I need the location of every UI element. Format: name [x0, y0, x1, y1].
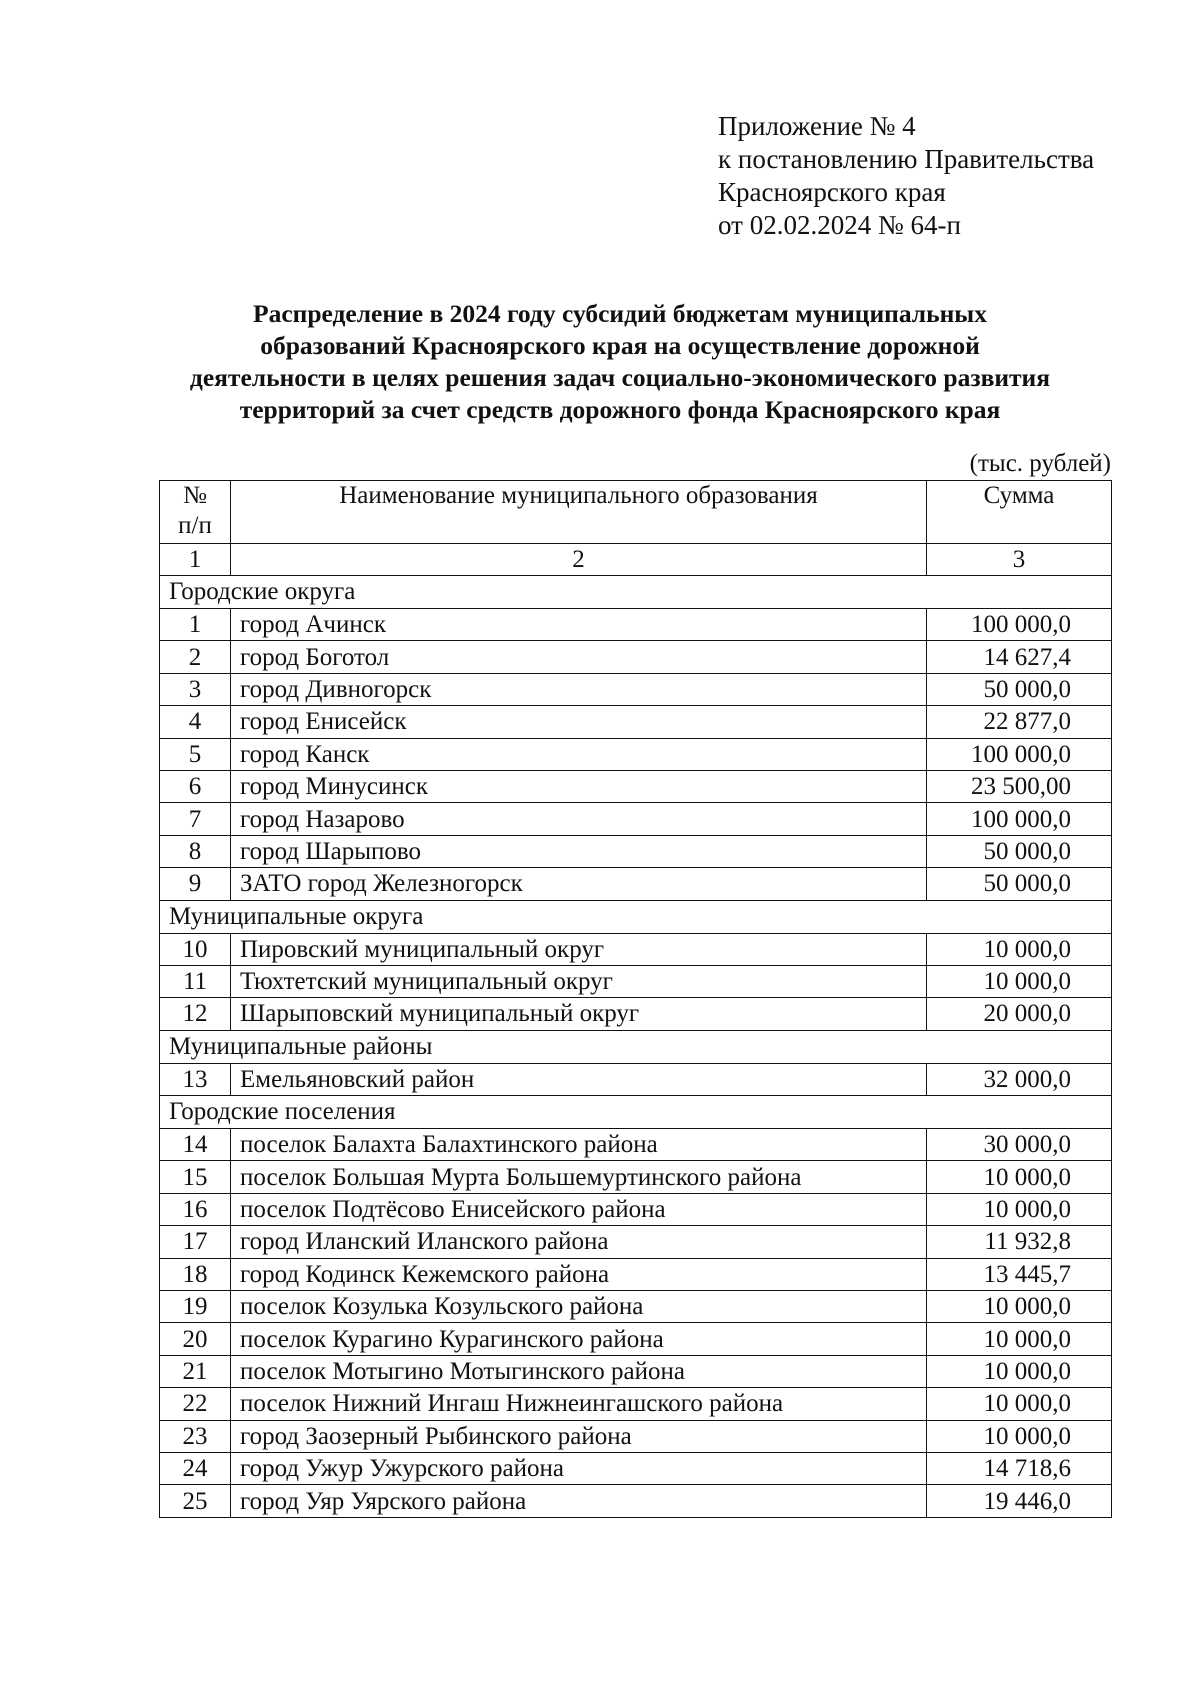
row-name: Тюхтетский муниципальный округ [231, 965, 927, 997]
appendix-line: Приложение № 4 [718, 111, 916, 141]
table-row [160, 1355, 1112, 1387]
row-number: 24 [160, 1452, 231, 1484]
row-sum: 100 000,0 [927, 609, 1112, 641]
row-name: Шарыповский муниципальный округ [231, 998, 927, 1030]
row-number: 1 [160, 609, 231, 641]
row-name: город Назарово [231, 803, 927, 835]
appendix-block [718, 110, 1094, 242]
title-line: образований Красноярского края на осуществление дорожной [260, 331, 980, 360]
row-number: 22 [160, 1388, 231, 1420]
subsidy-table [159, 480, 1112, 1518]
table-row [160, 1129, 1112, 1161]
table-row [160, 609, 1112, 641]
row-sum: 13 445,7 [927, 1258, 1112, 1290]
table-row [160, 868, 1112, 900]
row-name: поселок Большая Мурта Большемуртинского района [231, 1161, 927, 1193]
table-body [160, 576, 1112, 1518]
row-number: 3 [160, 673, 231, 705]
row-name: поселок Нижний Ингаш Нижнеингашского района [231, 1388, 927, 1420]
row-number: 20 [160, 1323, 231, 1355]
appendix-line: Красноярского края [718, 177, 946, 207]
title-line: деятельности в целях решения задач социально-экономического развития [189, 363, 1051, 392]
row-sum: 11 932,8 [927, 1226, 1112, 1258]
row-name: город Кодинск Кежемского района [231, 1258, 927, 1290]
table-row [160, 1388, 1112, 1420]
row-sum: 10 000,0 [927, 1323, 1112, 1355]
row-sum: 23 500,00 [927, 770, 1112, 802]
row-number: 23 [160, 1420, 231, 1452]
table-row [160, 641, 1112, 673]
row-number: 7 [160, 803, 231, 835]
document-title [120, 298, 1120, 426]
row-sum: 10 000,0 [927, 933, 1112, 965]
row-sum: 20 000,0 [927, 998, 1112, 1030]
row-name: поселок Козулька Козульского района [231, 1291, 927, 1323]
column-number: 1 [160, 544, 231, 576]
row-number: 5 [160, 738, 231, 770]
row-number: 6 [160, 770, 231, 802]
header-name: Наименование муниципального образования [231, 481, 927, 544]
section-title: Муниципальные округа [160, 900, 1112, 933]
row-number: 14 [160, 1129, 231, 1161]
row-number: 17 [160, 1226, 231, 1258]
row-name: Емельяновский район [231, 1063, 927, 1095]
row-number: 15 [160, 1161, 231, 1193]
row-number: 19 [160, 1291, 231, 1323]
row-number: 11 [160, 965, 231, 997]
row-name: город Енисейск [231, 706, 927, 738]
row-number: 25 [160, 1485, 231, 1517]
row-name: город Иланский Иланского района [231, 1226, 927, 1258]
table-row [160, 1323, 1112, 1355]
row-sum: 10 000,0 [927, 1388, 1112, 1420]
row-name: поселок Курагино Курагинского района [231, 1323, 927, 1355]
table-row [160, 835, 1112, 867]
row-sum: 14 718,6 [927, 1452, 1112, 1484]
row-number: 10 [160, 933, 231, 965]
table-row [160, 1193, 1112, 1225]
unit-label: (тыс. рублей) [969, 450, 1111, 477]
row-sum: 50 000,0 [927, 868, 1112, 900]
table-row [160, 1485, 1112, 1517]
row-number: 8 [160, 835, 231, 867]
appendix-line: от 02.02.2024 № 64-п [718, 210, 961, 240]
row-name: город Шарыпово [231, 835, 927, 867]
table-row [160, 1161, 1112, 1193]
row-name: город Заозерный Рыбинского района [231, 1420, 927, 1452]
row-number: 4 [160, 706, 231, 738]
table-row [160, 1063, 1112, 1095]
row-sum: 10 000,0 [927, 1161, 1112, 1193]
row-sum: 50 000,0 [927, 835, 1112, 867]
row-name: поселок Подтёсово Енисейского района [231, 1193, 927, 1225]
section-row [160, 1030, 1112, 1063]
row-name: город Уяр Уярского района [231, 1485, 927, 1517]
row-number: 2 [160, 641, 231, 673]
row-name: поселок Мотыгино Мотыгинского района [231, 1355, 927, 1387]
row-sum: 19 446,0 [927, 1485, 1112, 1517]
row-sum: 50 000,0 [927, 673, 1112, 705]
row-number: 16 [160, 1193, 231, 1225]
table-row [160, 933, 1112, 965]
row-sum: 10 000,0 [927, 1355, 1112, 1387]
row-name: поселок Балахта Балахтинского района [231, 1129, 927, 1161]
row-sum: 32 000,0 [927, 1063, 1112, 1095]
row-number: 21 [160, 1355, 231, 1387]
row-name: город Минусинск [231, 770, 927, 802]
row-number: 12 [160, 998, 231, 1030]
row-name: город Ужур Ужурского района [231, 1452, 927, 1484]
section-row [160, 576, 1112, 609]
row-name: ЗАТО город Железногорск [231, 868, 927, 900]
section-row [160, 900, 1112, 933]
section-title: Городские округа [160, 576, 1112, 609]
row-sum: 10 000,0 [927, 1291, 1112, 1323]
section-row [160, 1096, 1112, 1129]
table-row [160, 706, 1112, 738]
table-row [160, 738, 1112, 770]
section-title: Городские поселения [160, 1096, 1112, 1129]
row-sum: 14 627,4 [927, 641, 1112, 673]
header-number: № п/п [160, 481, 231, 544]
row-sum: 30 000,0 [927, 1129, 1112, 1161]
table-row [160, 1258, 1112, 1290]
row-sum: 22 877,0 [927, 706, 1112, 738]
appendix-line: к постановлению Правительства [718, 144, 1095, 174]
header-sum: Сумма [927, 481, 1112, 544]
table-row [160, 1420, 1112, 1452]
row-sum: 100 000,0 [927, 803, 1112, 835]
row-name: город Боготол [231, 641, 927, 673]
title-line: территорий за счет средств дорожного фонда Красноярского края [239, 395, 1001, 424]
row-name: город Дивногорск [231, 673, 927, 705]
column-number: 2 [231, 544, 927, 576]
row-number: 18 [160, 1258, 231, 1290]
row-number: 13 [160, 1063, 231, 1095]
row-sum: 10 000,0 [927, 1420, 1112, 1452]
table-row [160, 1226, 1112, 1258]
row-name: город Канск [231, 738, 927, 770]
row-sum: 10 000,0 [927, 965, 1112, 997]
table-row [160, 673, 1112, 705]
table-row [160, 803, 1112, 835]
row-name: Пировский муниципальный округ [231, 933, 927, 965]
row-name: город Ачинск [231, 609, 927, 641]
table-row [160, 770, 1112, 802]
table-row [160, 965, 1112, 997]
table-row [160, 1452, 1112, 1484]
table-row [160, 1291, 1112, 1323]
table-row [160, 998, 1112, 1030]
row-number: 9 [160, 868, 231, 900]
section-title: Муниципальные районы [160, 1030, 1112, 1063]
row-sum: 10 000,0 [927, 1193, 1112, 1225]
title-line: Распределение в 2024 году субсидий бюджетам муниципальных [253, 299, 987, 328]
row-sum: 100 000,0 [927, 738, 1112, 770]
column-number: 3 [927, 544, 1112, 576]
